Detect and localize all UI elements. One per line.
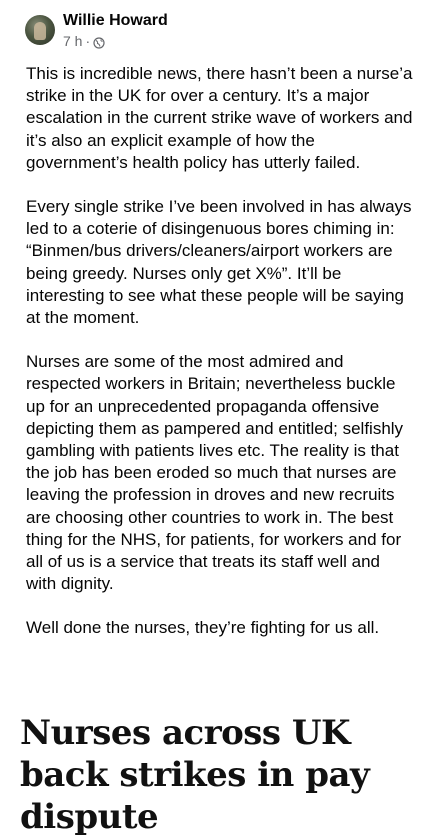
post-paragraph: Well done the nurses, they’re fighting for us all. [26,618,380,638]
avatar-figure [34,22,46,40]
avatar[interactable] [25,15,55,45]
post-header [25,8,168,52]
post-meta [63,11,168,50]
author-name[interactable]: Willie Howard [63,11,168,29]
meta-separator: · [85,32,91,49]
post-paragraph: This is incredible news, there hasn’t been a nurse’a strike in the UK for over a century. It’s a major escalation in the current strike wave of workers and it’s also an explicit example of how the government’s health policy has utterly failed. [26,64,413,172]
globe-icon [93,35,105,47]
news-headline[interactable]: Nurses across UK back strikes in pay dispute [20,713,370,837]
post-time[interactable]: 7 h [63,32,83,49]
post-paragraph: Nurses are some of the most admired and respected workers in Britain; nevertheless buckle up for an unprecedented propaganda offensive depicting them as pampered and entitled; selfishly gambling with patients lives etc. The reality is that the job has been eroded so much that nurses are leaving the profession in droves and new recruits are choosing other countries to work in. The best thing for the NHS, for patients, for workers and for all of us is a service that treats its staff well and with dignity. [26,352,404,594]
post-paragraph: Every single strike I’ve been involved in has always led to a coterie of disingenuous bores chiming in: “Binmen/bus drivers/cleaners/airport workers are being greedy. Nurses only get X%”. It’ll be interesting to see what these people will be saying at the moment. [26,197,412,328]
post-body [26,63,414,662]
post-subline [63,32,168,50]
